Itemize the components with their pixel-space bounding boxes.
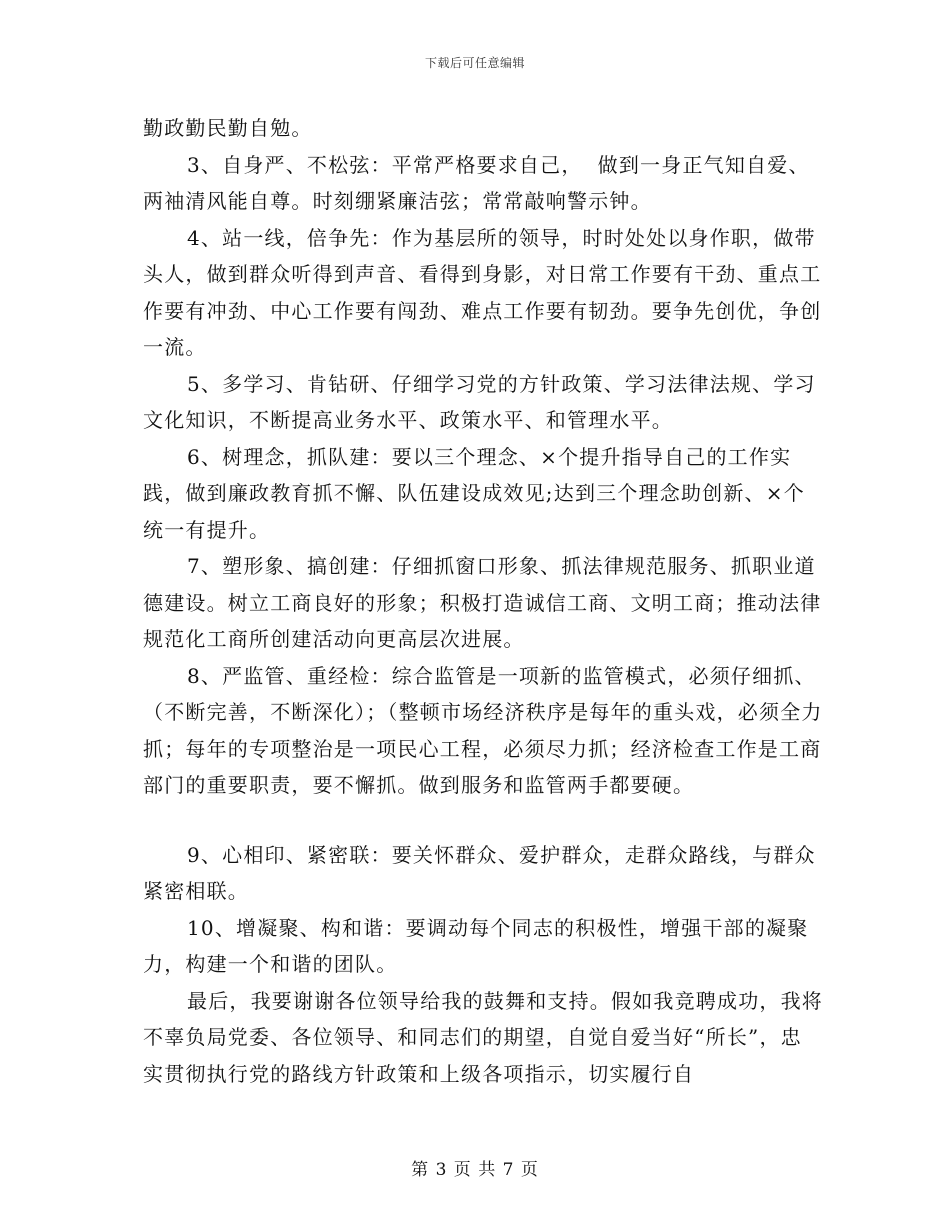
page-number: 第 3 页 共 7 页	[411, 1160, 539, 1180]
paragraph-closing: 最后，我要谢谢各位领导给我的鼓舞和支持。假如我竞聘成功，我将不辜负局党委、各位领导、和同志们的期望，自觉自爱当好“所长”，忠实贯彻执行党的路线方针政策和上级各项指示，切实履行自	[143, 988, 823, 1086]
paragraph-gap	[143, 804, 823, 837]
paragraph-item-10: 10、增凝聚、构和谐：要调动每个同志的积极性，增强干部的凝聚力，构建一个和谐的团队。	[143, 915, 809, 976]
paragraph-item-3: 3、自身严、不松弦：平常严格要求自己， 做到一身正气知自爱、两袖清风能自尊。时刻绷紧廉洁弦；常常敲响警示钟。	[143, 152, 810, 213]
paragraph-item-5: 5、多学习、肯钻研、仔细学习党的方针政策、学习法律法规、学习文化知识，不断提高业务水平、政策水平、和管理水平。	[143, 371, 816, 432]
document-body	[143, 110, 823, 1092]
paragraph-item-8: 8、严监管、重经检：综合监管是一项新的监管模式，必须仔细抓、（不断完善，不断深化）；（整顿市场经济秩序是每年的重头戏，必须全力抓；每年的专项整治是一项民心工程，必须尽力抓；经济检查工作是工商部门的重要职责，要不懈抓。做到服务和监管两手都要硬。	[143, 663, 823, 797]
paragraph-continuation: 勤政勤民勤自勉。	[143, 116, 313, 140]
paragraph-item-4: 4、站一线，倍争先：作为基层所的领导，时时处处以身作职，做带头人，做到群众听得到声音、看得到身影，对日常工作要有干劲、重点工作要有冲劲、中心工作要有闯劲、难点工作要有韧劲。要争先创优，争创一流。	[143, 225, 822, 359]
paragraph-item-9: 9、心相印、紧密联：要关怀群众、爱护群众，走群众路线，与群众紧密相联。	[143, 842, 816, 903]
paragraph-item-7: 7、塑形象、搞创建：仔细抓窗口形象、抓法律规范服务、抓职业道德建设。树立工商良好的形象；积极打造诚信工商、文明工商；推动法律规范化工商所创建活动向更高层次进展。	[143, 554, 822, 651]
paragraph-item-6: 6、树理念，抓队建：要以三个理念、×个提升指导自己的工作实践，做到廉政教育抓不懈、队伍建设成效见;达到三个理念助创新、×个统一有提升。	[143, 444, 805, 542]
page-header-note: 下载后可任意编辑	[424, 56, 525, 70]
